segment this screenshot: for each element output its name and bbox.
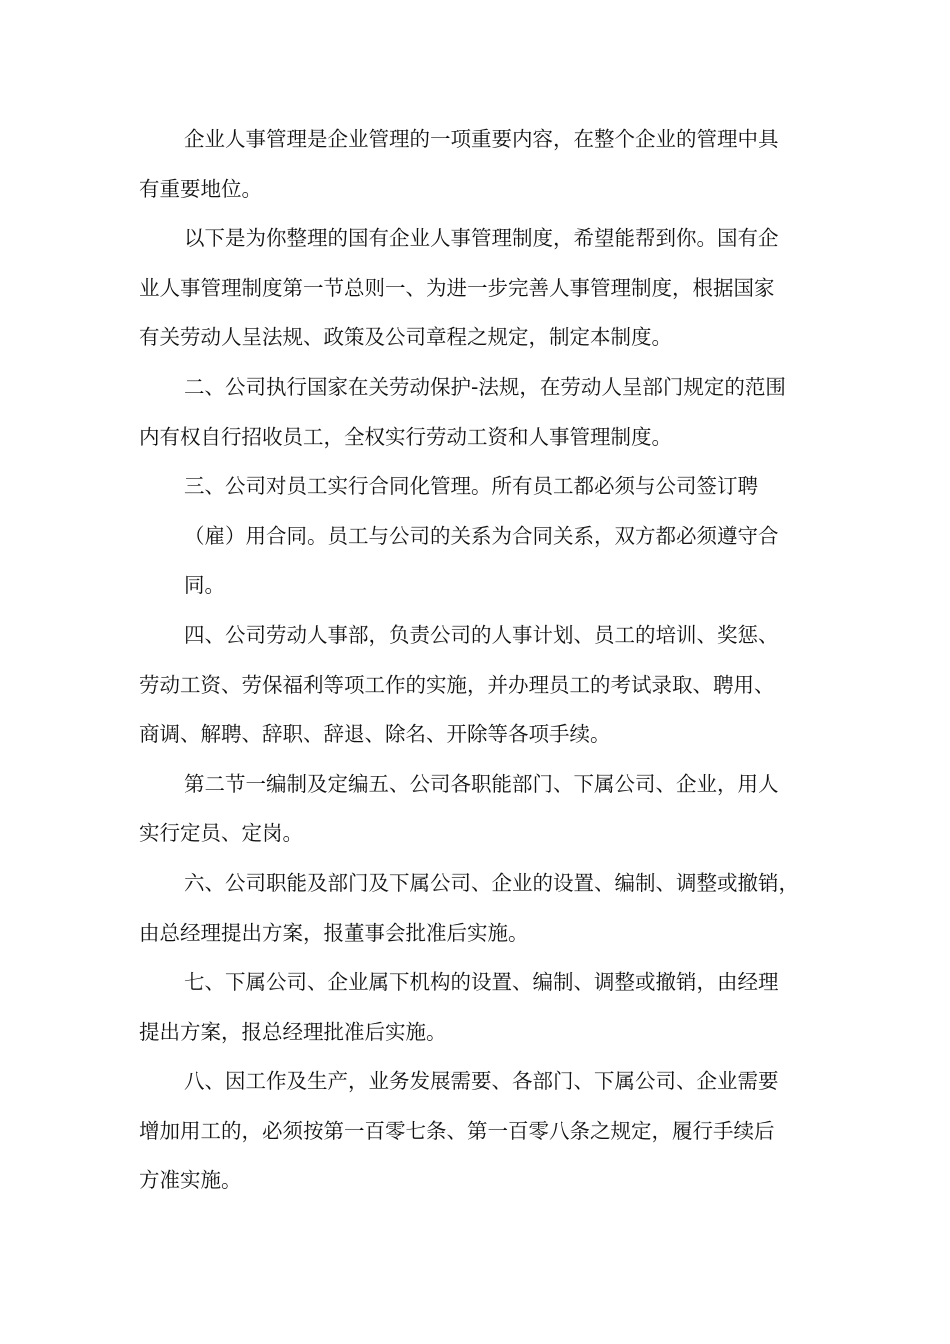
paragraph-article-3 (139, 462, 819, 611)
text-line: 由总经理提出方案，报董事会批准后实施。 (139, 920, 529, 945)
text-line: 三、公司对员工实行合同化管理。所有员工都必须与公司签订聘 (184, 474, 758, 499)
text-line: 企业人事管理是企业管理的一项重要内容，在整个企业的管理中具 (184, 127, 779, 151)
document-body (139, 115, 819, 1206)
text-line: 劳动工资、劳保福利等项工作的实施，并办理员工的考试录取、聘用、 (139, 672, 775, 697)
text-line: 业人事管理制度第一节总则一、为进一步完善人事管理制度，根据国家 (139, 275, 775, 300)
text-line: 同。 (184, 573, 225, 598)
text-line: 有重要地位。 (139, 176, 262, 201)
text-line: 四、公司劳动人事部，负责公司的人事计划、员工的培训、奖惩、 (184, 622, 779, 647)
text-line: 内有权自行招收员工，全权实行劳动工资和人事管理制度。 (139, 424, 672, 449)
text-line: 有关劳动人呈法规、政策及公司章程之规定，制定本制度。 (139, 325, 672, 350)
paragraph-article-7 (139, 958, 819, 1057)
text-line: 以下是为你整理的国有企业人事管理制度，希望能帮到你。国有企 (184, 226, 779, 251)
text-line: 提出方案，报总经理批准后实施。 (139, 1019, 447, 1044)
text-line: 二、公司执行国家在关劳动保护-法规，在劳动人呈部门规定的范围 (184, 374, 786, 399)
paragraph-general-principles (139, 214, 819, 363)
text-line: 实行定员、定岗。 (139, 821, 303, 846)
text-line: （雇）用合同。员工与公司的关系为合同关系，双方都必须遵守合 (184, 523, 779, 548)
paragraph-intro (139, 115, 819, 214)
paragraph-article-4 (139, 611, 819, 760)
paragraph-article-8 (139, 1057, 819, 1206)
paragraph-article-2 (139, 363, 819, 462)
paragraph-article-6 (139, 859, 819, 958)
text-line: 方准实施。 (139, 1168, 242, 1193)
text-line: 第二节一编制及定编五、公司各职能部门、下属公司、企业，用人 (184, 771, 779, 796)
text-line: 六、公司职能及部门及下属公司、企业的设置、编制、调整或撤销， (184, 870, 799, 895)
text-line: 八、因工作及生产，业务发展需要、各部门、下属公司、企业需要 (184, 1069, 779, 1094)
paragraph-article-5 (139, 760, 819, 859)
text-line: 商调、解聘、辞职、辞退、除名、开除等各项手续。 (139, 722, 611, 747)
text-line: 七、下属公司、企业属下机构的设置、编制、调整或撤销，由经理 (184, 970, 779, 995)
text-line: 增加用工的，必须按第一百零七条、第一百零八条之规定，履行手续后 (139, 1118, 775, 1143)
